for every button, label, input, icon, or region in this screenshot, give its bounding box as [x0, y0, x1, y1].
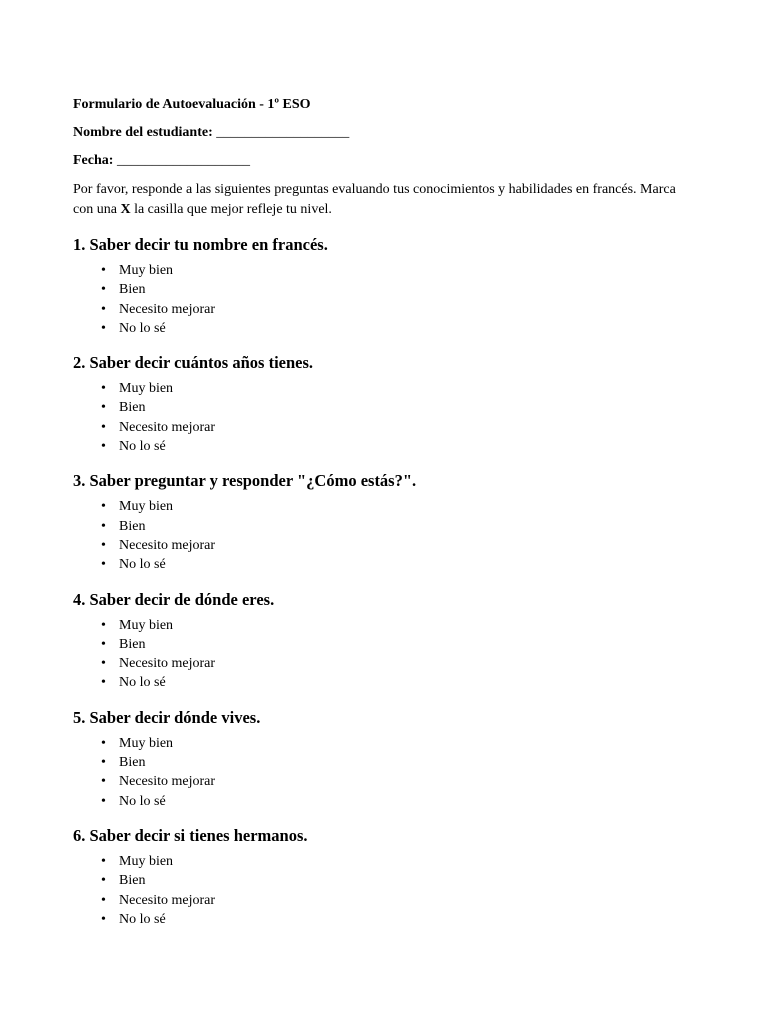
answer-option: [73, 734, 683, 753]
answer-option-label: Bien: [119, 518, 146, 534]
bullet-icon: •: [101, 537, 106, 553]
answer-option-label: Muy bien: [119, 499, 174, 515]
answer-option-label: Muy bien: [119, 263, 174, 278]
document-title: Formulario de Autoevaluación - 1º ESO: [73, 97, 311, 112]
date-blank: ___________________: [116, 153, 250, 168]
bullet-icon: •: [101, 892, 106, 908]
answer-options-list: [73, 497, 683, 574]
answer-option: [73, 319, 683, 338]
answer-option-label: Bien: [119, 282, 146, 298]
date-field: [73, 152, 683, 170]
answer-option: [73, 792, 683, 811]
question-block: [73, 235, 683, 338]
answer-option-label: Bien: [119, 400, 146, 416]
bullet-icon: •: [101, 873, 106, 889]
answer-option-label: Muy bien: [119, 617, 174, 633]
answer-option: [73, 635, 683, 654]
answer-options-list: [73, 616, 683, 693]
answer-option-label: Necesito mejorar: [119, 892, 216, 908]
answer-option-label: Necesito mejorar: [119, 537, 216, 553]
answer-option-label: Muy bien: [119, 735, 174, 751]
bullet-icon: •: [101, 518, 106, 534]
bullet-icon: •: [101, 557, 106, 573]
question-block: [73, 708, 683, 811]
bullet-icon: •: [101, 793, 106, 809]
bullet-icon: •: [101, 656, 106, 672]
answer-options-list: [73, 852, 683, 929]
questions-list: [73, 235, 683, 929]
bullet-icon: •: [101, 735, 106, 751]
question-block: [73, 826, 683, 929]
answer-option-label: Bien: [119, 755, 146, 771]
question-title: 1. Saber decir tu nombre en francés.: [73, 235, 328, 254]
student-name-field: [73, 124, 683, 142]
question-title: 2. Saber decir cuántos años tienes.: [73, 353, 314, 373]
bullet-icon: •: [101, 263, 106, 278]
instructions-paragraph: [73, 180, 683, 220]
answer-option-label: Necesito mejorar: [119, 656, 216, 672]
bullet-icon: •: [101, 853, 106, 869]
instructions-mark-symbol: X: [120, 202, 131, 217]
answer-option-label: Bien: [119, 873, 146, 889]
answer-option-label: Necesito mejorar: [119, 774, 216, 790]
answer-option-label: Necesito mejorar: [119, 419, 216, 435]
answer-option: [73, 261, 683, 280]
question-title: 5. Saber decir dónde vives.: [73, 707, 261, 727]
bullet-icon: •: [101, 755, 106, 771]
bullet-icon: •: [101, 400, 106, 416]
answer-option: [73, 437, 683, 456]
answer-option-label: Muy bien: [119, 381, 174, 397]
instructions-text-end: la casilla que mejor refleje tu nivel.: [130, 202, 332, 217]
answer-option-label: No lo sé: [119, 793, 166, 809]
document-page: [73, 96, 683, 944]
student-name-blank: ___________________: [216, 125, 350, 140]
answer-option-label: No lo sé: [119, 911, 166, 927]
instructions-text-start: Por favor, responde a las siguientes preguntas evaluando tus conocimientos y habilidades en francés. Marca con una: [73, 182, 676, 217]
answer-option-label: Necesito mejorar: [119, 301, 216, 317]
question-title: 4. Saber decir de dónde eres.: [73, 589, 275, 609]
question-block: [73, 353, 683, 456]
answer-option: [73, 654, 683, 673]
bullet-icon: •: [101, 636, 106, 652]
bullet-icon: •: [101, 499, 106, 515]
answer-option: [73, 772, 683, 791]
answer-option: [73, 497, 683, 516]
answer-options-list: [73, 379, 683, 456]
bullet-icon: •: [101, 617, 106, 633]
answer-option: [73, 673, 683, 692]
bullet-icon: •: [101, 774, 106, 790]
answer-option: [73, 398, 683, 417]
answer-option: [73, 517, 683, 536]
question-block: [73, 471, 683, 574]
answer-option: [73, 910, 683, 929]
bullet-icon: •: [101, 301, 106, 317]
answer-option: [73, 280, 683, 299]
answer-options-list: [73, 261, 683, 338]
answer-option: [73, 379, 683, 398]
date-label: Fecha:: [73, 153, 114, 168]
question-title: 6. Saber decir si tienes hermanos.: [73, 825, 308, 845]
answer-option: [73, 418, 683, 437]
answer-option: [73, 536, 683, 555]
answer-option-label: No lo sé: [119, 675, 166, 691]
answer-option: [73, 555, 683, 574]
answer-option: [73, 616, 683, 635]
answer-option-label: No lo sé: [119, 439, 166, 455]
bullet-icon: •: [101, 911, 106, 927]
answer-option: [73, 753, 683, 772]
answer-option-label: No lo sé: [119, 557, 166, 573]
bullet-icon: •: [101, 381, 106, 397]
bullet-icon: •: [101, 419, 106, 435]
answer-option-label: Bien: [119, 636, 146, 652]
answer-option: [73, 891, 683, 910]
bullet-icon: •: [101, 439, 106, 455]
bullet-icon: •: [101, 282, 106, 298]
answer-option: [73, 871, 683, 890]
question-block: [73, 590, 683, 693]
bullet-icon: •: [101, 320, 106, 336]
answer-option: [73, 852, 683, 871]
bullet-icon: •: [101, 675, 106, 691]
answer-option: [73, 300, 683, 319]
question-title: 3. Saber preguntar y responder "¿Cómo estás?".: [73, 471, 417, 491]
answer-options-list: [73, 734, 683, 811]
answer-option-label: Muy bien: [119, 853, 174, 869]
answer-option-label: No lo sé: [119, 320, 166, 336]
student-name-label: Nombre del estudiante:: [73, 125, 213, 140]
